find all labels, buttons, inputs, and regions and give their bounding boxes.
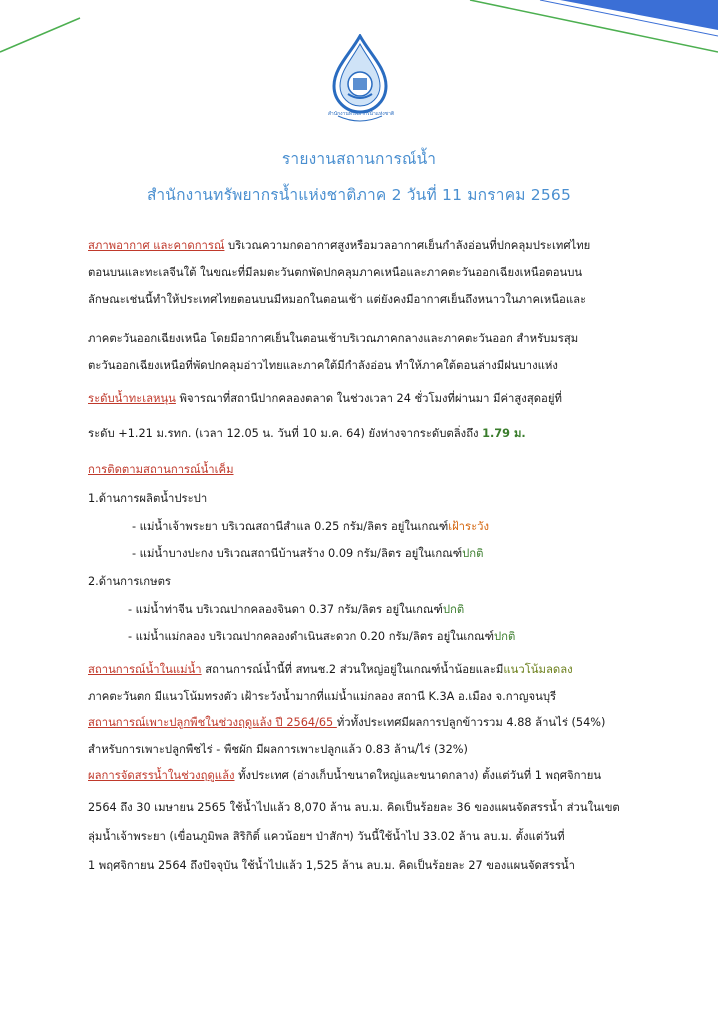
- tide-text-2: ระดับ +1.21 ม.รทก. (เวลา 12.05 น. วันที่ 10 ม.ค. 64) ยังห่างจากระดับตลิ่งถึง: [88, 427, 483, 440]
- page-title: รายงานสถานการณ์น้ำ: [281, 150, 437, 168]
- salinity-item-3: [128, 602, 464, 618]
- salinity-item-4-status: ปกติ: [494, 630, 516, 643]
- salinity-section-1: 1.ด้านการผลิตน้ำประปา: [88, 492, 208, 505]
- crop-heading: สถานการณ์เพาะปลูกพืชในช่วงฤดูแล้ง ปี 2564/65: [88, 716, 337, 729]
- weather-line-2: ตอนบนและทะเลจีนใต้ ในขณะที่มีลมตะวันตกพัดปกคลุมภาคเหนือและภาคตะวันออกเฉียงเหนือตอนบน: [88, 266, 583, 279]
- salinity-item-1-status: เฝ้าระวัง: [448, 520, 490, 533]
- salinity-item-1: [132, 519, 489, 535]
- page-subtitle: สำนักงานทรัพยากรน้ำแห่งชาติภาค 2 วันที่ 11 มกราคม 2565: [146, 186, 572, 204]
- allocation-line-2: 2564 ถึง 30 เมษายน 2565 ใช้น้ำไปแล้ว 8,070 ล้าน ลบ.ม. คิดเป็นร้อยละ 36 ของแผนจัดสรรน้ำ ส่วนในเขต: [88, 801, 620, 814]
- allocation-line-3: ลุ่มน้ำเจ้าพระยา (เขื่อนภูมิพล สิริกิติ์ แควน้อยฯ ป่าสักฯ) วันนี้ใช้น้ำไป 33.02 ล้าน ลบ.ม. ตั้งแต่วันที่: [88, 830, 565, 843]
- tide-gap-value: 1.79 ม.: [482, 427, 526, 440]
- salinity-item-4-text: - แม่น้ำแม่กลอง บริเวณปากคลองดำเนินสะดวก 0.20 กรัม/ลิตร อยู่ในเกณฑ์: [128, 630, 494, 643]
- salinity-item-2: [132, 546, 483, 562]
- river-line-1: [88, 662, 573, 678]
- salinity-heading-line: [88, 462, 234, 478]
- crop-line-1: [88, 715, 605, 731]
- salinity-item-3-text: - แม่น้ำท่าจีน บริเวณปากคลองจินดา 0.37 กรัม/ลิตร อยู่ในเกณฑ์: [128, 603, 443, 616]
- logo-caption: สำนักงานทรัพยากรน้ำแห่งชาติ: [327, 111, 395, 117]
- salinity-heading: การติดตามสถานการณ์น้ำเค็ม: [88, 463, 234, 476]
- river-trend: แนวโน้มลดลง: [503, 663, 573, 676]
- weather-heading: สภาพอากาศ และคาดการณ์: [88, 239, 225, 252]
- weather-text-1: บริเวณความกดอากาศสูงหรือมวลอากาศเย็นกำลังอ่อนที่ปกคลุมประเทศไทย: [224, 239, 591, 252]
- salinity-item-2-status: ปกติ: [462, 547, 484, 560]
- allocation-line-4: 1 พฤศจิกายน 2564 ถึงปัจจุบัน ใช้น้ำไปแล้ว 1,525 ล้าน ลบ.ม. คิดเป็นร้อยละ 27 ของแผนจัดสรรน้ำ: [88, 859, 575, 872]
- tide-line-1: [88, 391, 562, 407]
- tide-heading: ระดับน้ำทะเลหนุน: [88, 392, 176, 405]
- salinity-item-1-text: - แม่น้ำเจ้าพระยา บริเวณสถานีสำแล 0.25 กรัม/ลิตร อยู่ในเกณฑ์: [132, 520, 449, 533]
- salinity-item-3-status: ปกติ: [442, 603, 465, 616]
- salinity-item-2-text: - แม่น้ำบางปะกง บริเวณสถานีบ้านสร้าง 0.09 กรัม/ลิตร อยู่ในเกณฑ์: [132, 547, 463, 560]
- river-line-2: ภาคตะวันตก มีแนวโน้มทรงตัว เฝ้าระวังน้ำมากที่แม่น้ำแม่กลอง สถานี K.3A อ.เมือง จ.กาญจนบุรี: [88, 690, 557, 703]
- allocation-heading: ผลการจัดสรรน้ำในช่วงฤดูแล้ง: [88, 769, 235, 782]
- weather-line-3: ลักษณะเช่นนี้ทำให้ประเทศไทยตอนบนมีหมอกในตอนเช้า แต่ยังคงมีอากาศเย็นถึงหนาวในภาคเหนือและ: [88, 293, 587, 306]
- river-text-1: สถานการณ์น้ำนี้ที่ สทนช.2 ส่วนใหญ่อยู่ในเกณฑ์น้ำน้อยและมี: [201, 663, 504, 676]
- tide-text-1: พิจารณาที่สถานีปากคลองตลาด ในช่วงเวลา 24 ชั่วโมงที่ผ่านมา มีค่าสูงสุดอยู่ที่: [175, 392, 562, 405]
- weather-line-4: ภาคตะวันออกเฉียงเหนือ โดยมีอากาศเย็นในตอนเช้าบริเวณภาคกลางและภาคตะวันออก สำหรับมรสุม: [88, 332, 579, 345]
- weather-line-5: ตะวันออกเฉียงเหนือที่พัดปกคลุมอ่าวไทยและภาคใต้มีกำลังอ่อน ทำให้ภาคใต้ตอนล่างมีฝนบางแห่ง: [88, 359, 558, 372]
- tide-line-2: [88, 426, 526, 442]
- salinity-section-2: 2.ด้านการเกษตร: [88, 575, 171, 588]
- crop-text-1: ทั่วทั้งประเทศมีผลการปลูกข้าวรวม 4.88 ล้านไร่ (54%): [336, 716, 606, 729]
- salinity-item-4: [128, 629, 515, 645]
- allocation-line-1: [88, 768, 601, 784]
- crop-line-2: สำหรับการเพาะปลูกพืชไร่ - พืชผัก มีผลการเพาะปลูกแล้ว 0.83 ล้าน/ไร่ (32%): [88, 743, 468, 756]
- weather-line-1: [88, 238, 590, 254]
- river-heading: สถานการณ์น้ำในแม่น้ำ: [88, 663, 202, 676]
- allocation-text-1: ทั้งประเทศ (อ่างเก็บน้ำขนาดใหญ่และขนาดกลาง) ตั้งแต่วันที่ 1 พฤศจิกายน: [234, 769, 602, 782]
